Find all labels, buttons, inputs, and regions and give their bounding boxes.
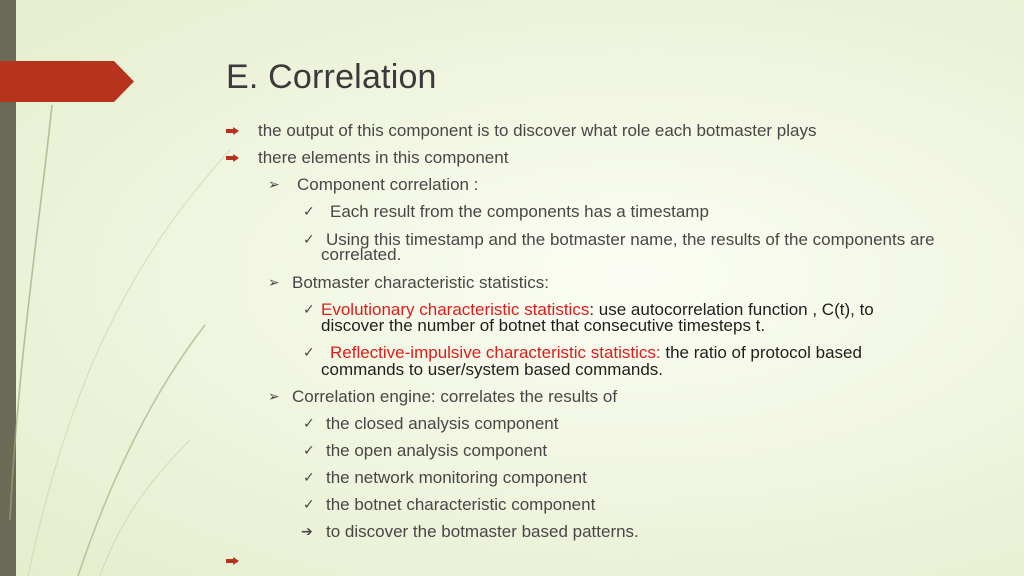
reflective-stats-term: Reflective-impulsive characteristic statistics:	[330, 343, 661, 362]
component-correlation-item-text: Using this timestamp and the botmaster name, the results of the components are	[326, 230, 935, 249]
correlation-engine-item: the network monitoring component	[326, 468, 587, 487]
evolutionary-stats-term: Evolutionary characteristic statistics	[321, 300, 590, 319]
evolutionary-stats-cont: discover the number of botnet that consecutive timesteps t.	[321, 316, 766, 335]
checkmark-icon: ✓	[303, 203, 315, 219]
correlation-engine-item: the open analysis component	[326, 441, 548, 460]
checkmark-icon: ✓	[303, 496, 315, 512]
bullet-elements: there elements in this component	[258, 148, 509, 167]
checkmark-icon: ✓	[303, 442, 315, 458]
checkmark-icon: ✓	[303, 344, 315, 360]
arrowhead-bullet-icon: ➢	[268, 274, 280, 290]
reflective-stats-text: the ratio of protocol based	[660, 343, 862, 362]
slide-title: E. Correlation	[226, 58, 437, 96]
evolutionary-stats-text: : use autocorrelation function , C(t), to	[589, 300, 874, 319]
correlation-engine-item: the botnet characteristic component	[326, 495, 596, 514]
reflective-stats-item	[330, 344, 862, 361]
botmaster-stats-heading: Botmaster characteristic statistics:	[292, 273, 549, 292]
checkmark-icon: ✓	[303, 469, 315, 485]
bullet-output: the output of this component is to discover what role each botmaster plays	[258, 121, 817, 140]
checkmark-icon: ✓	[303, 231, 315, 247]
title-accent-tab	[0, 61, 134, 102]
right-arrow-icon: ➔	[301, 523, 313, 539]
arrowhead-bullet-icon: ➢	[268, 176, 280, 192]
component-correlation-heading: Component correlation :	[297, 175, 479, 194]
correlation-engine-item: the closed analysis component	[326, 414, 559, 433]
component-correlation-item-cont: correlated.	[321, 245, 402, 264]
component-correlation-item: Each result from the components has a timestamp	[330, 202, 709, 221]
correlation-engine-heading: Correlation engine: correlates the results of	[292, 387, 618, 406]
reflective-stats-cont: commands to user/system based commands.	[321, 360, 664, 379]
arrowhead-bullet-icon: ➢	[268, 388, 280, 404]
component-correlation-item	[326, 231, 935, 248]
checkmark-icon: ✓	[303, 415, 315, 431]
correlation-engine-conclusion: to discover the botmaster based patterns.	[326, 522, 639, 541]
checkmark-icon: ✓	[303, 301, 315, 317]
